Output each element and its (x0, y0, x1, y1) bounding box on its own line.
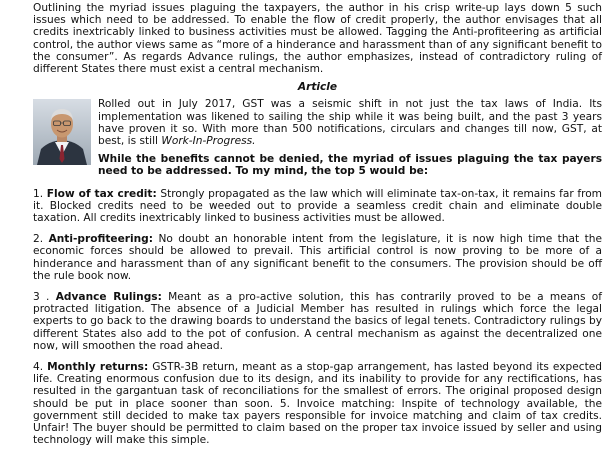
point-1-title: Flow of tax credit: (46, 187, 157, 200)
intro-paragraph: Outlining the myriad issues plaguing the taxpayers, the author in his crisp write-up lays down 5 such issues which need to be addressed. To enable the flow of credit properly, the author envisages that all credits inextricably linked to business activities must be allowed. Tagging the Anti-profiteering as artificial control, the author views same as “more of a hinderance and harassment than of any significant benefit to the consumer”. As regards Advance rulings, the author emphasizes, instead of contradictory ruling of different States there must exist a central mechanism. (33, 2, 602, 76)
author-portrait-icon (33, 99, 91, 165)
point-3-title: Advance Rulings: (55, 291, 162, 304)
lead-text-block (98, 98, 602, 187)
lead-paragraph-italic: Work-In-Progress. (161, 135, 256, 148)
point-4-number: 4. (33, 361, 44, 374)
point-4 (33, 361, 602, 446)
point-1 (33, 188, 602, 225)
point-4-text: GSTR-3B return, meant as a stop-gap arrangement, has lasted beyond its expected life. Creating enormous confusion due to its design, and its inability to provide for any rectifications, has resulted in the gargantuan task of reconciliations for the smallest of errors. The original proposed design should be put in place sooner than soon. 5. Invoice matching: Inspite of technology available, the government still decided to make tax payers responsible for invoice matching and claim of tax credits. Unfair! The buyer should be permitted to claim based on the proper tax invoice issued by seller and using technology will make this simple. (33, 361, 602, 447)
author-lead-row (33, 98, 602, 187)
lead-paragraph (98, 98, 602, 147)
point-2-text: No doubt an honorable intent from the legislature, it is now high time that the economic forces should be allowed to prevail. This artificial control is now proving to be more of a hinderance and harassment than of any significant benefit to the consumers. The provision should be off the rule book now. (33, 233, 603, 282)
point-1-number: 1. (33, 187, 44, 200)
point-2-title: Anti-profiteering: (48, 233, 153, 246)
point-3-text: Meant as a pro-active solution, this has contrarily proved to be a means of protracted litigation. The absence of a Judicial Member has resulted in rulings which force the legal experts to go back to the drawing boards to understand the basics of legal tenets. Contradictory rulings by different States also add to the pot of confusion. A central mechanism as against the decentralized one now, will smoothen the road ahead. (33, 291, 603, 352)
lead-bold-statement: While the benefits cannot be denied, the myriad of issues plaguing the tax payers need to be addressed. To my mind, the top 5 would be: (98, 153, 602, 178)
point-3-number: 3 . (33, 291, 50, 304)
point-3 (33, 291, 602, 352)
point-4-title: Monthly returns: (47, 361, 149, 374)
lead-paragraph-text: Rolled out in July 2017, GST was a seismic shift in not just the tax laws of India. Its implementation was likened to sailing the ship while it was being built, and the past 3 years have proven it so. With more than 500 notifications, circulars and changes till now, GST, at best, is still (98, 98, 602, 148)
point-2 (33, 233, 602, 282)
point-2-number: 2. (33, 233, 44, 246)
point-1-text: Strongly propagated as the law which will eliminate tax-on-tax, it remains far from it. Blocked credits need to be weeded out to provide a seamless credit chain and eliminate double taxation. All credits inextricably linked to business activities must be allowed. (33, 187, 602, 225)
article-heading: Article (297, 81, 338, 94)
